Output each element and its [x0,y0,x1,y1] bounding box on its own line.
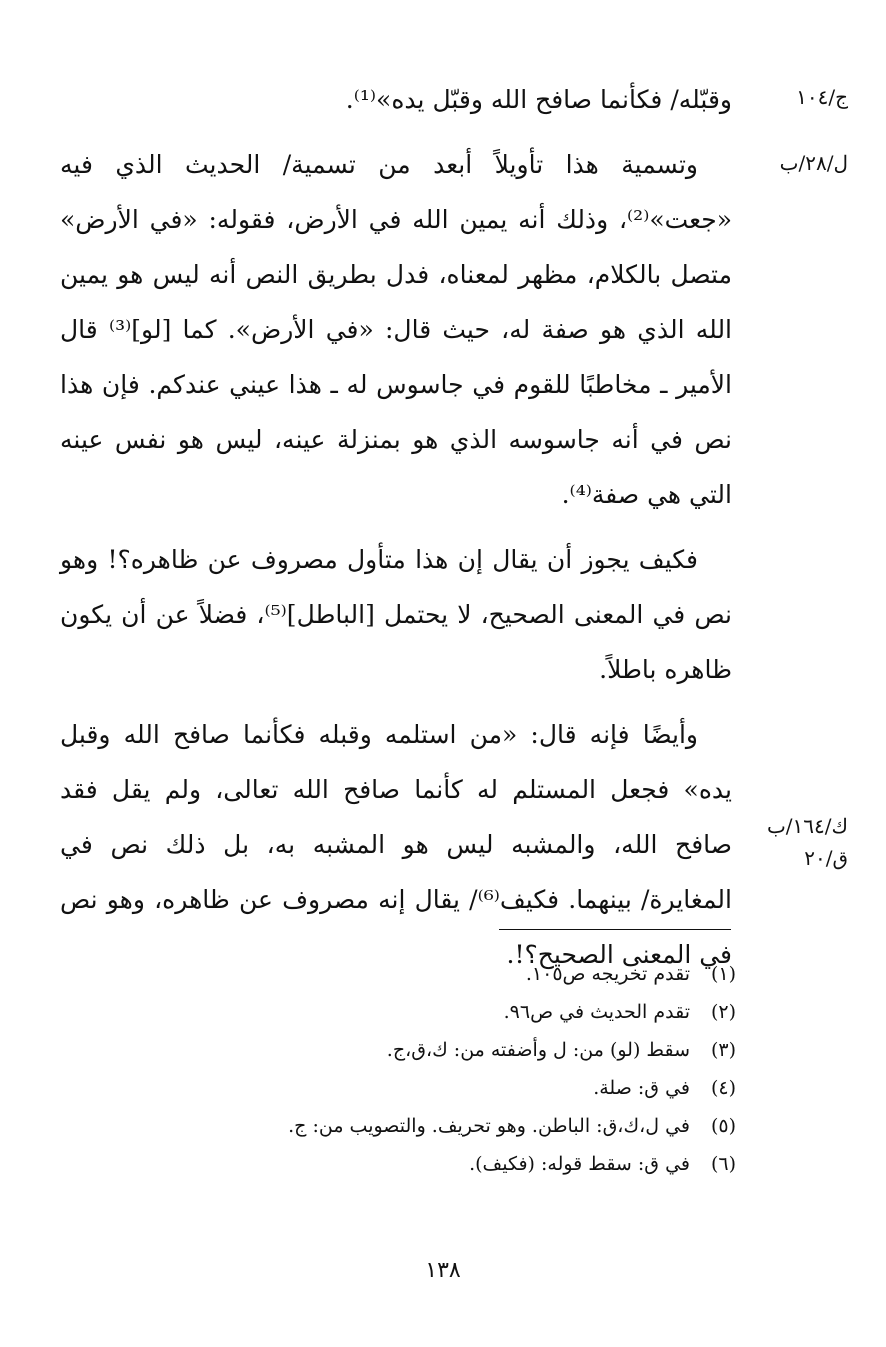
paragraph-4: وأيضًا فإنه قال: «من استلمه وقبله فكأنما صافح الله وقبل يده» فجعل المستلم له كأنما صافح الله تعالى، ولم يقل فقد صافح الله، والمشبه ليس هو المشبه به، بل ذلك نص في المغايرة/ بينهما. فكيف⁽⁶⁾/ يقال إنه مصروف عن ظاهره، وهو نص في المعنى الصحيح؟!. [60,720,732,969]
page-number: ١٣٨ [425,1258,461,1283]
footnote-6 [136,1145,736,1183]
footnote-text: في ل،ك،ق: الباطن. وهو تحريف. والتصويب من: ج. [288,1115,690,1137]
footnote-text: في ق: سقط قوله: (فكيف). [469,1153,690,1175]
main-text [60,72,732,986]
footnote-text: تقدم الحديث في ص٩٦. [503,1001,690,1023]
footnote-text: تقدم تخريجه ص١٠٥. [525,963,690,985]
footnote-number: (٢) [710,1001,736,1023]
footnote-number: (٦) [710,1153,736,1175]
footnote-1 [136,955,736,993]
paragraph-3: فكيف يجوز أن يقال إن هذا متأول مصروف عن ظاهره؟! وهو نص في المعنى الصحيح، لا يحتمل [الباطل]⁽⁵⁾، فضلاً عن أن يكون ظاهره باطلاً. [60,545,732,684]
footnote-2 [136,993,736,1031]
footnote-5 [136,1107,736,1145]
margin-note-1: ج/١٠٤ [796,85,848,109]
footnotes [136,955,736,1183]
footnote-number: (٣) [710,1039,736,1061]
footnote-number: (٥) [710,1115,736,1137]
footnote-text: سقط (لو) من: ل وأضفته من: ك،ق،ج. [386,1039,690,1061]
footnote-3 [136,1031,736,1069]
margin-note-3b: ق/٢٠ [804,846,848,870]
paragraph-2: وتسمية هذا تأويلاً أبعد من تسمية/ الحديث الذي فيه «جعت»⁽²⁾، وذلك أنه يمين الله في الأرض، فقوله: «في الأرض» متصل بالكلام، مظهر لمعناه، فدل بطريق النص أنه ليس هو يمين الله الذي هو صفة له، حيث قال: «في الأرض». كما [لو]⁽³⁾ قال الأمير ـ مخاطبًا للقوم في جاسوس له ـ هذا عيني عندكم. فإن هذا نص في أنه جاسوسه الذي هو بمنزلة عينه، ليس هو نفس عينه التي هي صفة⁽⁴⁾. [60,150,733,509]
footnote-4 [136,1069,736,1107]
footnote-text: في ق: صلة. [593,1077,690,1099]
footnote-number: (٤) [710,1077,736,1099]
margin-note-3 [748,810,848,874]
footnote-separator [499,929,731,930]
margin-note-3a: ك/١٦٤/ب [766,814,848,838]
margin-note-2: ل/٢٨/ب [779,151,848,175]
footnote-number: (١) [710,963,736,985]
paragraph-1: وقبّله/ فكأنما صافح الله وقبّل يده»⁽¹⁾. [345,85,732,114]
